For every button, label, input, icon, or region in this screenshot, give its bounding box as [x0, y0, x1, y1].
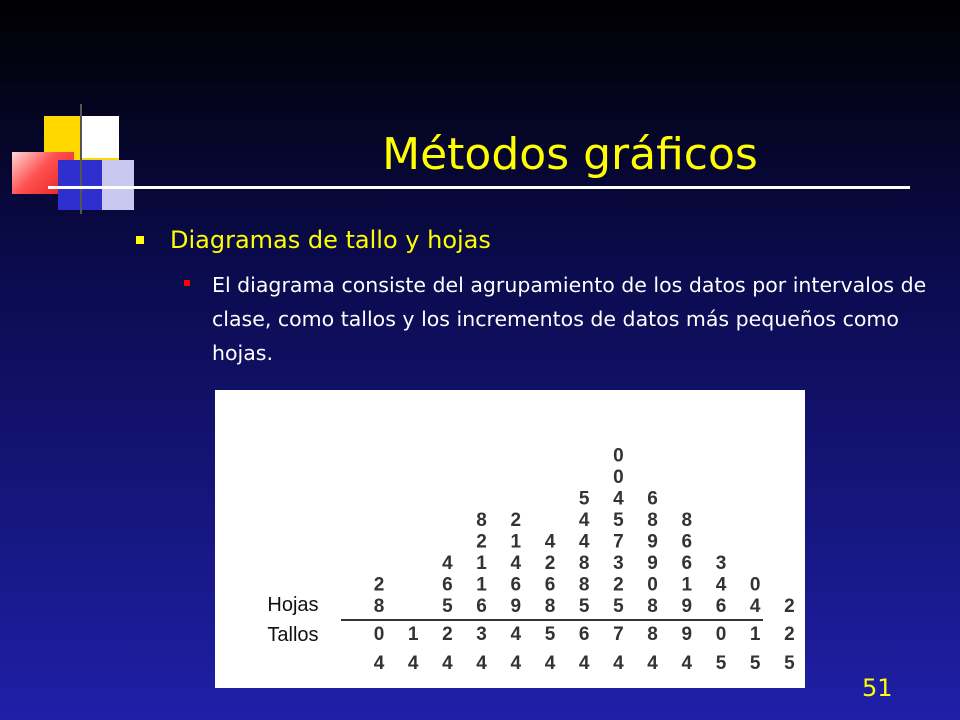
- leaf-digit: 2: [544, 553, 556, 574]
- leaf-digit: 6: [476, 596, 487, 617]
- leaf-digit: 8: [476, 510, 487, 531]
- stem-digit: 4: [476, 653, 487, 674]
- leaf-digit: 6: [681, 553, 693, 574]
- stem-digit: 4: [510, 624, 522, 645]
- stem-digit: 4: [681, 653, 693, 674]
- stem-digit: 5: [749, 653, 761, 674]
- leaf-digit: 5: [442, 596, 453, 617]
- leaf-digit: 9: [647, 531, 658, 553]
- stem-digit: 0: [373, 624, 385, 645]
- slide-title: Métodos gráficos: [382, 129, 758, 180]
- stem-digit: 0: [715, 624, 727, 645]
- bullet-level-1-text: Diagramas de tallo y hojas: [170, 226, 491, 254]
- leaf-digit: 0: [613, 467, 624, 488]
- leaf-digit: 2: [373, 574, 385, 596]
- stem-digit: 4: [578, 653, 590, 674]
- leaf-digit: 8: [647, 596, 658, 617]
- leaf-digit: 6: [681, 531, 693, 553]
- leaf-digit: 2: [510, 510, 522, 531]
- stem-digit: 4: [373, 653, 385, 674]
- stem-digit: 5: [544, 624, 556, 645]
- stem-digit: 6: [578, 624, 590, 645]
- stem-and-leaf-diagram: [215, 390, 805, 688]
- leaf-digit: 4: [715, 574, 727, 596]
- leaf-digit: 5: [578, 596, 590, 617]
- leaf-digit: 6: [442, 574, 453, 596]
- leaf-digit: 8: [647, 510, 658, 531]
- leaf-digit: 1: [510, 531, 522, 553]
- leaf-digit: 4: [578, 531, 590, 553]
- bullet-level-2: [184, 268, 944, 370]
- stem-digit: 7: [613, 624, 624, 645]
- leaf-digit: 4: [510, 553, 522, 574]
- title-underline: [48, 186, 910, 189]
- stem-digit: 2: [442, 624, 453, 645]
- leaf-digit: 9: [647, 553, 658, 574]
- leaf-digit: 3: [613, 553, 624, 574]
- stem-digit: 1: [407, 624, 419, 645]
- leaf-digit: 6: [510, 574, 522, 596]
- bullet-square-icon: [184, 280, 190, 286]
- leaf-digit: 9: [510, 596, 522, 617]
- leaf-digit: 7: [613, 531, 624, 553]
- leaf-digit: 3: [715, 553, 727, 574]
- leaf-digit: 6: [647, 488, 658, 510]
- leaf-digit: 5: [613, 596, 624, 617]
- bullet-level-1: [136, 222, 491, 258]
- stem-digit: 4: [647, 653, 658, 674]
- stem-digit: 3: [476, 624, 487, 645]
- leaf-digit: 1: [476, 553, 487, 574]
- leaf-digit: 8: [373, 596, 385, 617]
- leaf-digit: 8: [578, 574, 590, 596]
- decor-white-square: [82, 116, 119, 158]
- stem-digit: 4: [407, 653, 419, 674]
- stem-digit: 4: [442, 653, 453, 674]
- leaf-digit: 6: [715, 596, 727, 617]
- stem-digit: 8: [647, 624, 658, 645]
- decor-lightblue-square: [102, 160, 134, 210]
- leaf-digit: 2: [784, 596, 795, 617]
- bullet-square-icon: [136, 236, 144, 244]
- label-tallos: Tallos: [267, 624, 319, 646]
- leaf-digit: 4: [544, 531, 556, 553]
- leaf-digit: 8: [681, 510, 693, 531]
- leaf-digit: 2: [613, 574, 624, 596]
- leaf-digit: 8: [544, 596, 556, 617]
- stem-digit: 5: [784, 653, 795, 674]
- leaf-digit: 5: [578, 488, 590, 510]
- leaf-digit: 0: [613, 445, 624, 467]
- leaf-digit: 8: [578, 553, 590, 574]
- leaf-digit: 0: [749, 574, 761, 596]
- stem-digit: 4: [613, 653, 624, 674]
- stem-digit: 5: [715, 653, 727, 674]
- leaf-digit: 5: [613, 510, 624, 531]
- leaf-digit: 4: [613, 488, 624, 510]
- leaf-digit: 9: [681, 596, 693, 617]
- bullet-level-2-text: El diagrama consiste del agrupamiento de los datos por intervalos de clase, como tallos y los incrementos de datos más pequeños como hojas.: [212, 273, 927, 365]
- leaf-digit: 4: [578, 510, 590, 531]
- leaf-digit: 4: [442, 553, 453, 574]
- decor-vertical-line: [80, 104, 82, 214]
- stem-digit: 1: [749, 624, 761, 645]
- leaf-digit: 4: [749, 596, 761, 617]
- leaf-digit: 0: [647, 574, 658, 596]
- leaf-digit: 1: [681, 574, 693, 596]
- stem-digit: 4: [544, 653, 556, 674]
- page-number: 51: [862, 674, 893, 702]
- label-hojas: Hojas: [267, 594, 319, 616]
- leaf-digit: 1: [476, 574, 487, 596]
- leaf-digit: 2: [476, 531, 487, 553]
- leaf-digit: 6: [544, 574, 556, 596]
- stem-and-leaf-image: [215, 390, 805, 688]
- stem-digit: 2: [784, 624, 795, 645]
- stem-digit: 9: [681, 624, 693, 645]
- stem-digit: 4: [510, 653, 522, 674]
